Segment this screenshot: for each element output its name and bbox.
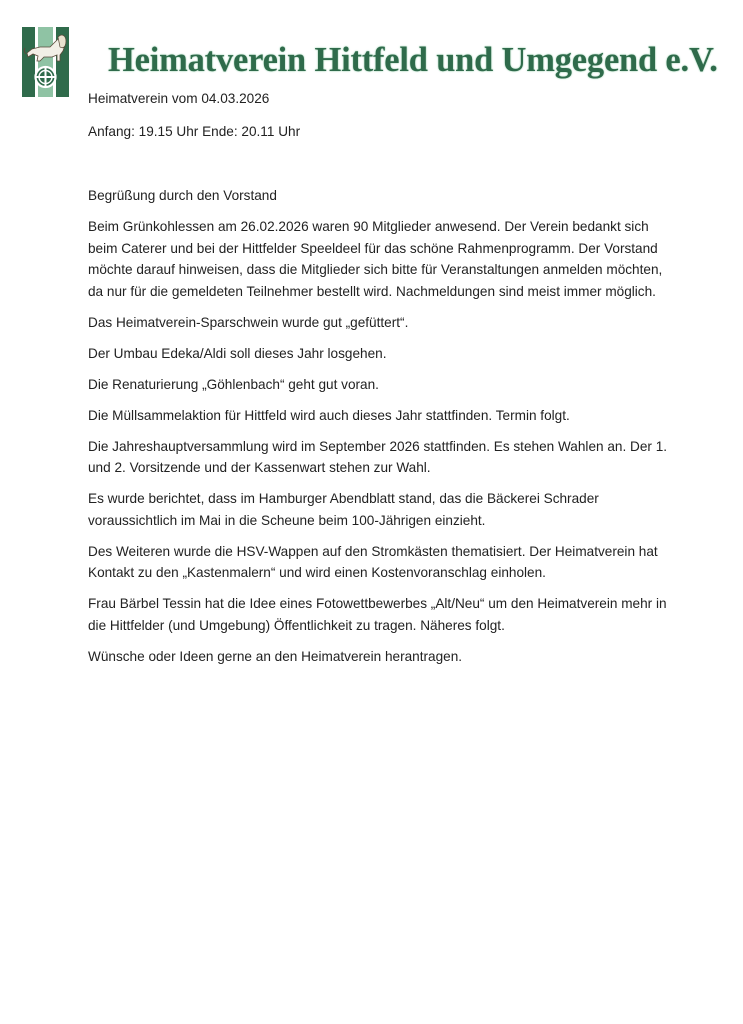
meeting-time: Anfang: 19.15 Uhr Ende: 20.11 Uhr: [88, 123, 301, 139]
meeting-date: Heimatverein vom 04.03.2026: [88, 91, 270, 106]
paragraph-baeckerei: Es wurde berichtet, dass im Hamburger Abendblatt stand, das die Bäckerei Schrader voraussichtlich im Mai in die Scheune beim 100-Jährigen einzieht.: [88, 491, 599, 528]
paragraph-umbau: Der Umbau Edeka/Aldi soll dieses Jahr losgehen.: [88, 345, 387, 361]
paragraph-jahreshauptversammlung: Die Jahreshauptversammlung wird im September 2026 stattfinden. Es stehen Wahlen an. Der 1. und 2. Vorsitzende und der Kassenwart stehen zur Wahl.: [88, 438, 668, 475]
paragraph-hsv-wappen: Des Weiteren wurde die HSV-Wappen auf den Stromkästen thematisiert. Der Heimatverein hat Kontakt zu den „Kastenmalern“ und wird einen Kostenvoranschlag einholen.: [88, 543, 658, 580]
paragraph-gruenkohl: Beim Grünkohlessen am 26.02.2026 waren 90 Mitglieder anwesend. Der Verein bedankt sich beim Caterer und bei der Hittfelder Speeldeel für das schöne Rahmenprogramm. Der Vorstand möchte darauf hinweisen, dass die Mitglieder sich bitte für Veranstaltungen anmelden möchten, da nur für die gemeldeten Teilnehmer bestellt wird. Nachmeldungen sind meist immer möglich.: [88, 219, 663, 299]
paragraph-fotowettbewerb: Frau Bärbel Tessin hat die Idee eines Fotowettbewerbes „Alt/Neu“ um den Heimatverein mehr in die Hittfelder (und Umgebung) Öffentlichkeit zu tragen. Näheres folgt.: [88, 596, 667, 633]
coat-of-arms-icon: [22, 27, 69, 97]
paragraph-greeting: Begrüßung durch den Vorstand: [88, 188, 277, 203]
club-title: Heimatverein Hittfeld und Umgegend e.V.: [108, 40, 718, 79]
paragraph-wuensche: Wünsche oder Ideen gerne an den Heimatverein herantragen.: [88, 648, 463, 664]
paragraph-sparschwein: Das Heimatverein-Sparschwein wurde gut „gefüttert“.: [88, 314, 409, 330]
minutes-body: [88, 88, 668, 677]
paragraph-muellsammelaktion: Die Müllsammelaktion für Hittfeld wird auch dieses Jahr stattfinden. Termin folgt.: [88, 407, 570, 423]
paragraph-renaturierung: Die Renaturierung „Göhlenbach“ geht gut voran.: [88, 376, 379, 392]
club-logo: [22, 27, 69, 97]
wheel-icon: [36, 67, 56, 87]
